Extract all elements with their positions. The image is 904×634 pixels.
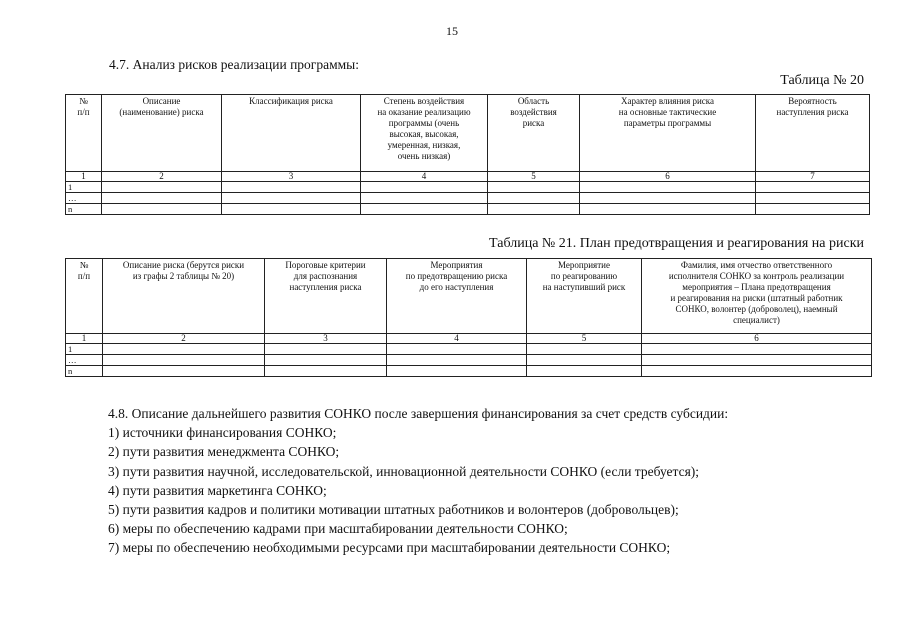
- table-cell: [222, 193, 361, 204]
- page-number: 15: [446, 24, 458, 38]
- t20-header-description: Описание (наименование) риска: [102, 95, 222, 172]
- t20-row-index: n: [66, 204, 102, 215]
- table-cell: [387, 355, 527, 366]
- t20-colnum: 7: [756, 172, 870, 182]
- table-cell: [527, 366, 642, 377]
- section-4-7-title: 4.7. Анализ рисков реализации программы:: [109, 57, 359, 72]
- table-cell: [642, 344, 872, 355]
- t21-row-index: 1: [66, 344, 103, 355]
- table-row: [66, 182, 870, 193]
- table-cell: [222, 182, 361, 193]
- table-row: [66, 193, 870, 204]
- table-20-caption: Таблица № 20: [780, 73, 864, 88]
- table-21: [65, 258, 872, 377]
- table-20-number-row: [66, 172, 870, 182]
- table-cell: [265, 355, 387, 366]
- t20-row-index: 1: [66, 182, 102, 193]
- t21-header-num: № п/п: [66, 259, 103, 334]
- table-cell: [756, 204, 870, 215]
- t21-row-index: …: [66, 355, 103, 366]
- t21-colnum: 4: [387, 334, 527, 344]
- t21-header-threshold-criteria: Пороговые критерии для распознания наступления риска: [265, 259, 387, 334]
- t21-colnum: 6: [642, 334, 872, 344]
- t20-colnum: 5: [488, 172, 580, 182]
- table-cell: [265, 344, 387, 355]
- table-cell: [387, 344, 527, 355]
- table-cell: [527, 355, 642, 366]
- list-item: 2) пути развития менеджмента СОНКО;: [108, 444, 340, 460]
- t21-colnum: 1: [66, 334, 103, 344]
- table-cell: [642, 366, 872, 377]
- table-row: [66, 355, 872, 366]
- table-cell: [361, 193, 488, 204]
- table-row: [66, 366, 872, 377]
- t21-header-risk-description: Описание риска (берутся риски из графы 2 таблицы № 20): [103, 259, 265, 334]
- list-item: 7) меры по обеспечению необходимыми ресурсами при масштабировании деятельности СОНКО;: [108, 540, 671, 556]
- table-cell: [527, 344, 642, 355]
- table-20-header-row: [66, 95, 870, 172]
- table-20: [65, 94, 870, 215]
- table-cell: [756, 182, 870, 193]
- table-cell: [102, 182, 222, 193]
- t20-colnum: 2: [102, 172, 222, 182]
- t21-colnum: 5: [527, 334, 642, 344]
- table-cell: [222, 204, 361, 215]
- table-cell: [265, 366, 387, 377]
- table-cell: [642, 355, 872, 366]
- table-row: [66, 344, 872, 355]
- t20-header-influence-nature: Характер влияния риска на основные тактические параметры программы: [580, 95, 756, 172]
- table-cell: [488, 182, 580, 193]
- t21-header-responsible-person: Фамилия, имя отчество ответственного исполнителя СОНКО за контроль реализации мероприятия – Плана предотвращения и реагирования на риски (штатный работник СОНКО, волонтер (доброволец), наемный специалист): [642, 259, 872, 334]
- t21-colnum: 2: [103, 334, 265, 344]
- table-cell: [488, 193, 580, 204]
- list-item: 1) источники финансирования СОНКО;: [108, 425, 337, 441]
- table-cell: [102, 204, 222, 215]
- table-21-caption: Таблица № 21. План предотвращения и реагирования на риски: [489, 236, 864, 251]
- table-cell: [580, 193, 756, 204]
- list-item: 4) пути развития маркетинга СОНКО;: [108, 482, 327, 498]
- t20-colnum: 4: [361, 172, 488, 182]
- table-cell: [361, 204, 488, 215]
- list-item: 3) пути развития научной, исследовательской, инновационной деятельности СОНКО (если требуется);: [108, 463, 700, 479]
- section-4-8: [108, 404, 728, 558]
- t20-header-probability: Вероятность наступления риска: [756, 95, 870, 172]
- table-cell: [102, 193, 222, 204]
- t21-row-index: n: [66, 366, 103, 377]
- table-cell: [103, 355, 265, 366]
- list-item: 5) пути развития кадров и политики мотивации штатных работников и волонтеров (добровольцев);: [108, 502, 679, 518]
- table-21-number-row: [66, 334, 872, 344]
- t21-header-response-measure: Мероприятие по реагированию на наступивший риск: [527, 259, 642, 334]
- table-cell: [361, 182, 488, 193]
- t20-header-num: № п/п: [66, 95, 102, 172]
- list-item: 6) меры по обеспечению кадрами при масштабировании деятельности СОНКО;: [108, 521, 568, 537]
- table-cell: [488, 204, 580, 215]
- table-cell: [387, 366, 527, 377]
- table-row: [66, 204, 870, 215]
- t20-colnum: 3: [222, 172, 361, 182]
- t20-colnum: 6: [580, 172, 756, 182]
- table-21-header-row: [66, 259, 872, 334]
- t20-header-classification: Классификация риска: [222, 95, 361, 172]
- t20-header-impact-area: Область воздействия риска: [488, 95, 580, 172]
- section-4-8-title: 4.8. Описание дальнейшего развития СОНКО после завершения финансирования за счет средств субсидии:: [108, 406, 729, 421]
- table-cell: [580, 182, 756, 193]
- table-cell: [103, 344, 265, 355]
- table-cell: [103, 366, 265, 377]
- table-cell: [580, 204, 756, 215]
- t20-header-impact-degree: Степень воздействия на оказание реализацию программы (очень высокая, высокая, умеренная, низкая, очень низкая): [361, 95, 488, 172]
- t21-header-prevention-measures: Мероприятия по предотвращению риска до его наступления: [387, 259, 527, 334]
- t20-row-index: …: [66, 193, 102, 204]
- table-cell: [756, 193, 870, 204]
- t20-colnum: 1: [66, 172, 102, 182]
- t21-colnum: 3: [265, 334, 387, 344]
